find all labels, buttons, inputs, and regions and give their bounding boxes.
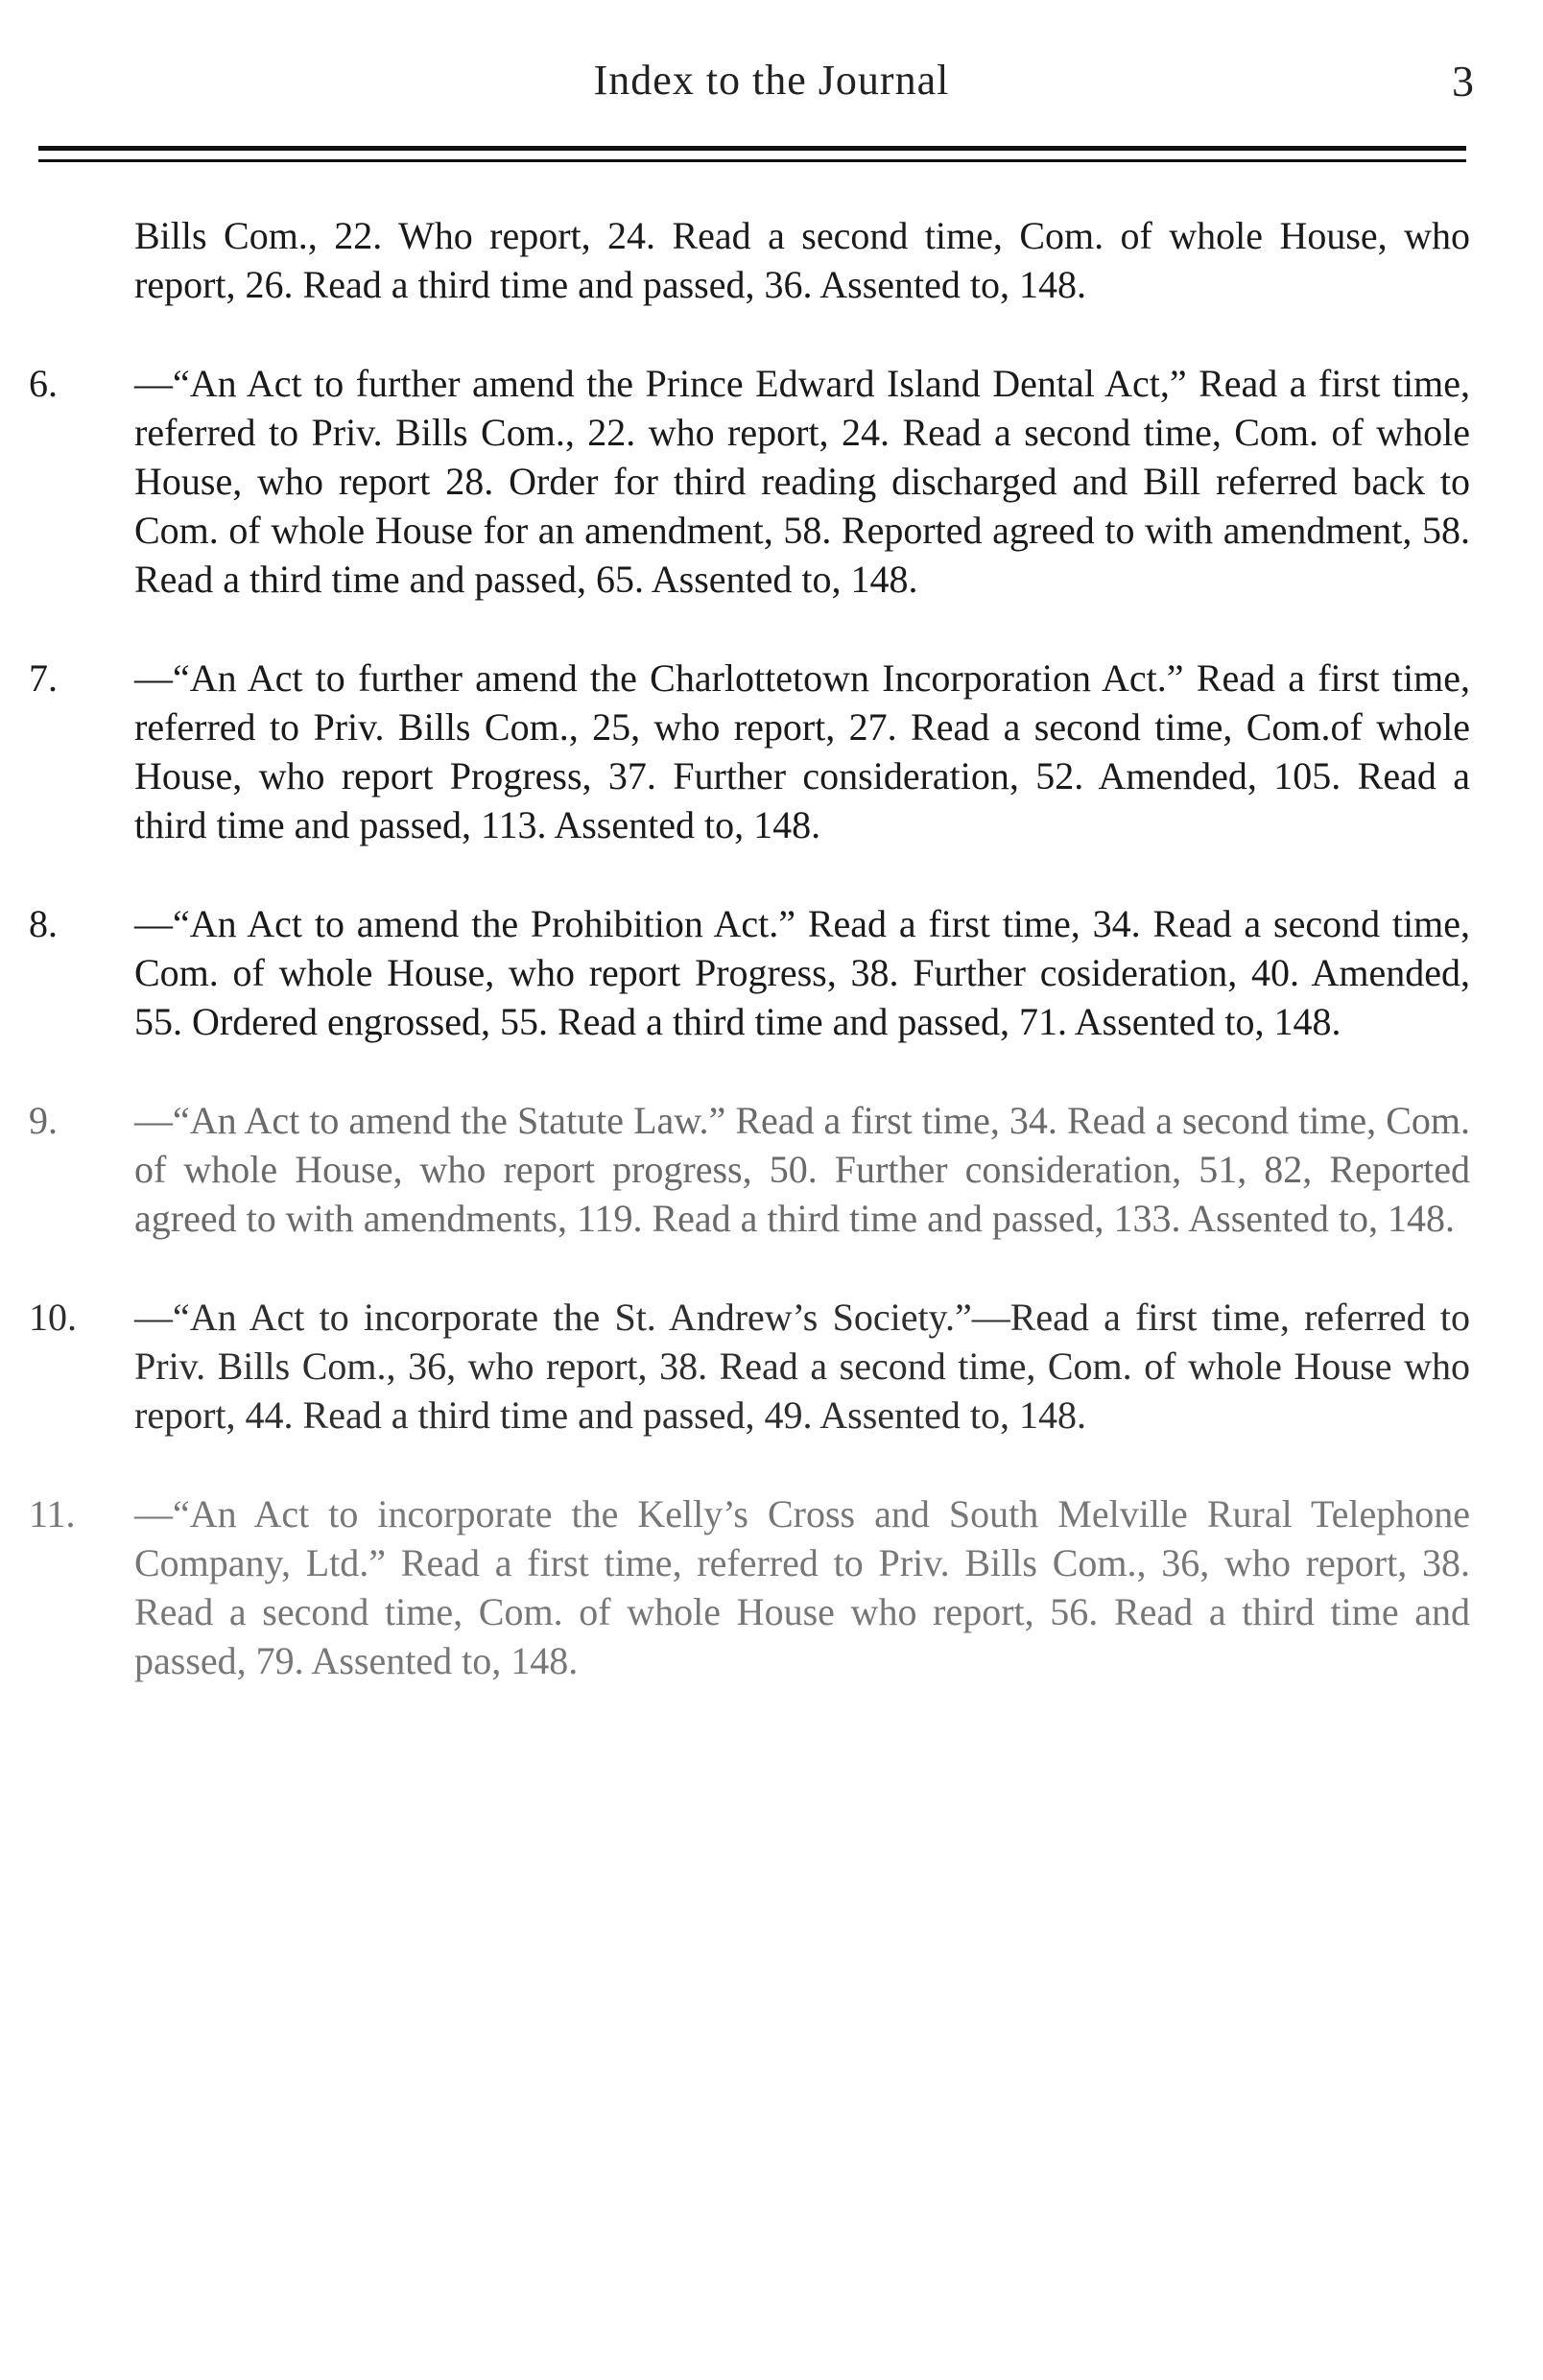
- index-entry-11: [29, 1489, 1470, 1685]
- entry-text: —“An Act to further amend the Charlottetown Incorporation Act.” Read a first time, referred to Priv. Bills Com., 25, who report, 27. Read a second time, Com.of whole House, who report Progress, 37. Further consideration, 52. Amended, 105. Read a third time and passed, 113. Assented to, 148.: [134, 656, 1470, 846]
- page-title: Index to the Journal: [593, 57, 950, 104]
- index-entry-6: [29, 359, 1470, 604]
- header-rule-thin: [38, 159, 1466, 162]
- index-entries: [29, 211, 1470, 1685]
- entry-text: —“An Act to further amend the Prince Edward Island Dental Act,” Read a first time, referred to Priv. Bills Com., 22. who report, 24. Read a second time, Com. of whole House, who report 28. Order for third reading discharged and Bill referred back to Com. of whole House for an amendment, 58. Reported agreed to with amendment, 58. Read a third time and passed, 65. Assented to, 148.: [134, 362, 1470, 601]
- entry-text: —“An Act to amend the Statute Law.” Read a first time, 34. Read a second time, Com. of whole House, who report progress, 50. Further consideration, 51, 82, Reported agreed to with amendments, 119. Read a third time and passed, 133. Assented to, 148.: [134, 1099, 1470, 1240]
- index-entry-continued: [134, 211, 1470, 309]
- index-entry-9: [29, 1096, 1470, 1243]
- index-entry-8: [29, 899, 1470, 1046]
- entry-number: 6.: [29, 362, 58, 405]
- page-number: 3: [1452, 57, 1474, 106]
- entry-text: —“An Act to incorporate the Kelly’s Cross and South Melville Rural Telephone Company, Ltd.” Read a first time, referred to Priv. Bills Com., 36, who report, 38. Read a second time, Com. of whole House who report, 56. Read a third time and passed, 79. Assented to, 148.: [134, 1492, 1470, 1682]
- entry-number: 11.: [29, 1492, 76, 1535]
- entry-number: 7.: [29, 656, 58, 700]
- index-entry-7: [29, 654, 1470, 849]
- entry-number: 8.: [29, 902, 58, 945]
- header-rule-thick: [38, 146, 1466, 151]
- entry-text: Bills Com., 22. Who report, 24. Read a second time, Com. of whole House, who report, 26. Read a third time and passed, 36. Assented to, 148.: [134, 214, 1470, 306]
- entry-number: 9.: [29, 1099, 58, 1142]
- index-entry-10: [29, 1293, 1470, 1440]
- entry-number: 10.: [29, 1296, 77, 1339]
- entry-text: —“An Act to incorporate the St. Andrew’s Society.”—Read a first time, referred to Priv. Bills Com., 36, who report, 38. Read a second time, Com. of whole House who report, 44. Read a third time and passed, 49. Assented to, 148.: [134, 1296, 1470, 1437]
- entry-text: —“An Act to amend the Prohibition Act.” Read a first time, 34. Read a second time, Com. of whole House, who report Progress, 38. Further cosideration, 40. Amended, 55. Ordered engrossed, 55. Read a third time and passed, 71. Assented to, 148.: [134, 902, 1470, 1043]
